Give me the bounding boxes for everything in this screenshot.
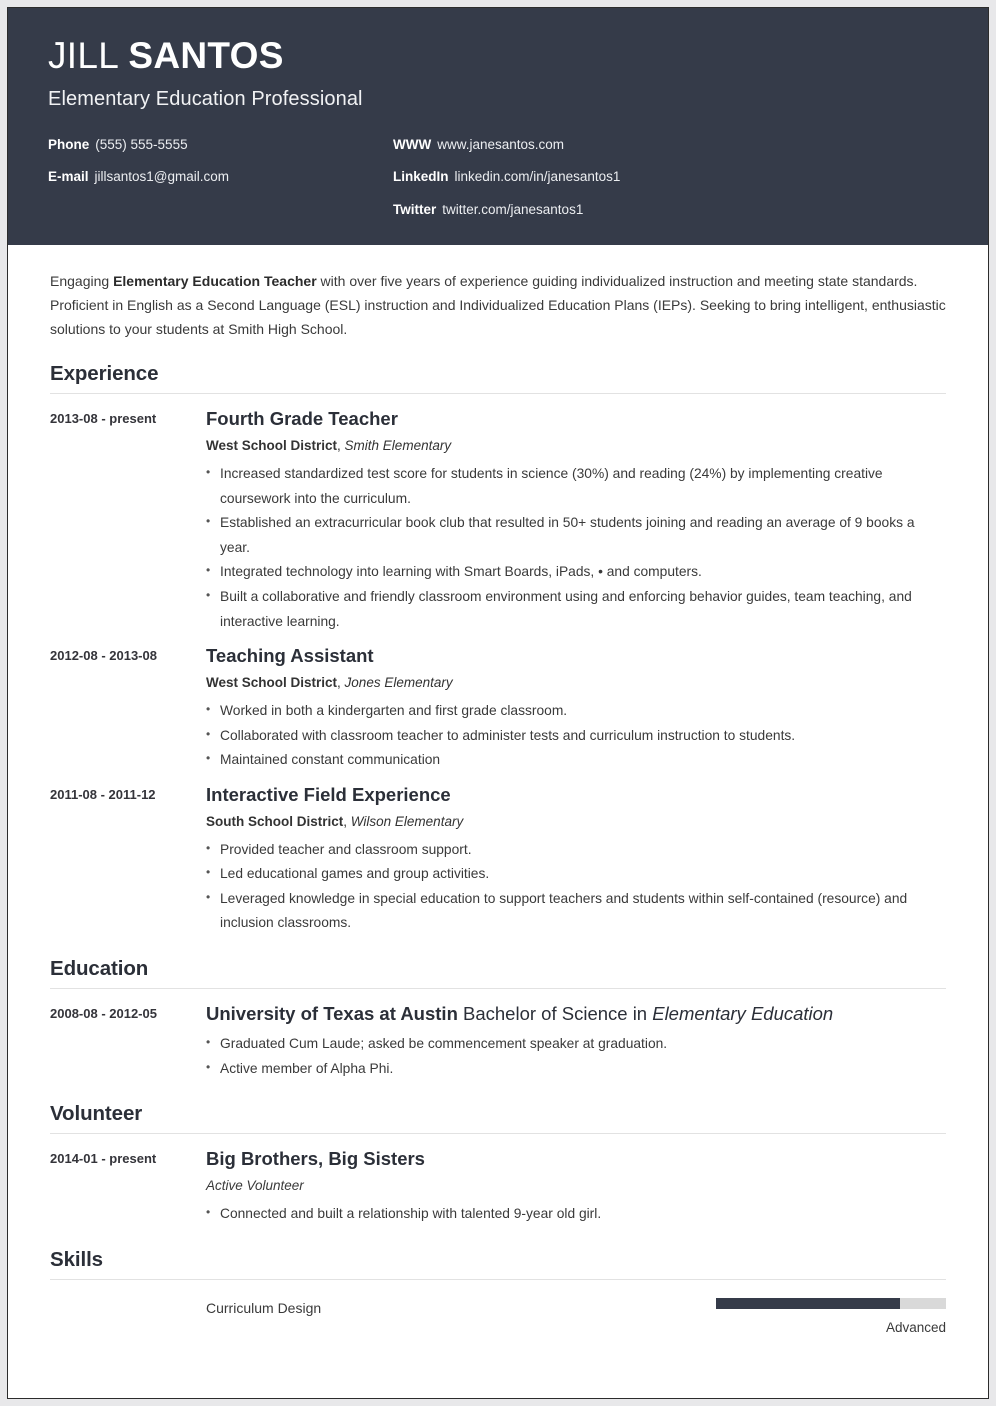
entry-dates: 2012-08 - 2013-08 [50, 648, 157, 664]
contact-linkedin [393, 170, 948, 184]
contact-www-label: WWW [393, 136, 432, 152]
skill-name: Curriculum Design [206, 1299, 322, 1316]
section-divider [50, 1133, 946, 1134]
section-title-skills: Skills [50, 1247, 103, 1271]
bullet-item: • Established an extracurricular book club that resulted in 50+ students joining and reading an average of 9 books a year. [206, 511, 946, 560]
bullet-item: • Active member of Alpha Phi. [206, 1057, 946, 1082]
section-title-experience: Experience [50, 362, 159, 386]
experience-entry [50, 407, 946, 634]
section-divider [50, 393, 946, 394]
bullet-item: • Led educational games and group activities. [206, 862, 946, 887]
candidate-name [48, 34, 948, 78]
entry-org-name: West School District [206, 438, 338, 454]
entry-dates: 2011-08 - 2011-12 [50, 786, 156, 802]
skill-meter [716, 1298, 946, 1335]
skill-level-label: Advanced [885, 1319, 946, 1335]
contact-column-right [393, 138, 948, 217]
section-divider [50, 1279, 946, 1280]
entry-job-title: Teaching Assistant [206, 645, 374, 667]
bullet-item: • Collaborated with classroom teacher to administer tests and curriculum instruction to students. [206, 724, 946, 749]
entry-org-place: Wilson Elementary [350, 813, 464, 829]
contact-email [48, 170, 393, 184]
entry-dates: 2008-08 - 2012-05 [50, 1005, 157, 1021]
contact-email-value[interactable]: jillsantos1@gmail.com [94, 169, 230, 185]
contact-column-left [48, 138, 393, 217]
skill-progress-fill [716, 1298, 900, 1309]
experience-entry [50, 783, 946, 936]
entry-bullets [206, 462, 946, 634]
entry-bullets [206, 1202, 946, 1227]
contact-linkedin-value[interactable]: linkedin.com/in/janesantos1 [454, 169, 621, 185]
bullet-item: • Maintained constant communication [206, 748, 946, 773]
volunteer-entry [50, 1147, 946, 1227]
section-divider [50, 988, 946, 989]
section-experience [50, 362, 946, 936]
bullet-item: • Leveraged knowledge in special education to support teachers and students within self-contained (resource) and inclusion classrooms. [206, 887, 946, 936]
entry-organization [206, 813, 946, 832]
entry-dates: 2014-01 - present [50, 1151, 157, 1167]
contact-twitter [393, 203, 948, 217]
contact-grid [48, 138, 948, 217]
entry-degree: Bachelor of Science in [457, 1002, 653, 1024]
entry-role: Active Volunteer [206, 1178, 304, 1194]
experience-entry [50, 644, 946, 773]
contact-phone-value: (555) 555-5555 [95, 136, 188, 152]
bullet-item: • Integrated technology into learning with Smart Boards, iPads, • and computers. [206, 560, 946, 585]
education-entry [50, 1002, 946, 1081]
entry-org-separator: , [337, 675, 345, 691]
skill-progress-track [716, 1298, 946, 1309]
summary-part-1: Engaging [50, 273, 114, 289]
entry-school-line [206, 1002, 946, 1025]
entry-org-separator: , [337, 438, 345, 454]
entry-organization [206, 674, 946, 693]
entry-bullets [206, 838, 946, 936]
entry-job-title: Interactive Field Experience [206, 783, 451, 805]
summary-highlight: Elementary Education Teacher [113, 273, 317, 289]
bullet-item: • Worked in both a kindergarten and first grade classroom. [206, 699, 946, 724]
entry-dates: 2013-08 - present [50, 411, 157, 427]
first-name: JILL [48, 35, 118, 76]
entry-bullets [206, 1032, 946, 1081]
entry-organization [206, 437, 946, 456]
bullet-item: • Provided teacher and classroom support. [206, 838, 946, 863]
bullet-item: • Increased standardized test score for students in science (30%) and reading (24%) by implementing creative coursework into the curriculum. [206, 462, 946, 511]
entry-org-separator: , [343, 813, 351, 829]
section-education [50, 957, 946, 1081]
entry-main [206, 783, 946, 936]
contact-phone [48, 138, 393, 152]
contact-www-value[interactable]: www.janesantos.com [437, 136, 565, 152]
candidate-tagline: Elementary Education Professional [48, 87, 363, 110]
entry-main [206, 1147, 946, 1227]
entry-org-name: West School District [206, 675, 338, 691]
entry-org-title: Big Brothers, Big Sisters [206, 1148, 425, 1170]
entry-org-place: Jones Elementary [344, 675, 453, 691]
section-volunteer [50, 1102, 946, 1227]
summary-part-2: with over five years of experience guiding individualized instruction and meeting state standards. Proficient in English as a Second Language (ESL) instruction and Individualized Education Plans (IEPs). Seeking to bring intelligent, enthusiastic solutions to your students at Smith High School. [50, 273, 946, 338]
contact-twitter-value[interactable]: twitter.com/janesantos1 [442, 201, 584, 217]
skill-row [50, 1293, 946, 1335]
bullet-item: • Connected and built a relationship with talented 9-year old girl. [206, 1202, 946, 1227]
section-title-education: Education [50, 956, 149, 980]
section-title-volunteer: Volunteer [50, 1102, 143, 1126]
entry-field-of-study: Elementary Education [652, 1002, 834, 1024]
section-skills [50, 1248, 946, 1335]
contact-phone-label: Phone [48, 136, 90, 152]
entry-main [206, 644, 946, 773]
entry-job-title: Fourth Grade Teacher [206, 408, 398, 430]
resume-page [7, 7, 989, 1399]
entry-main [206, 407, 946, 634]
contact-www [393, 138, 948, 152]
professional-summary [50, 245, 946, 341]
last-name: SANTOS [128, 35, 284, 76]
entry-bullets [206, 699, 946, 773]
entry-org-name: South School District [206, 813, 344, 829]
entry-main [206, 1002, 946, 1081]
contact-linkedin-label: LinkedIn [393, 169, 449, 185]
bullet-item: • Built a collaborative and friendly classroom environment using and enforcing behavior guides, team teaching, and interactive learning. [206, 585, 946, 634]
bullet-item: • Graduated Cum Laude; asked be commencement speaker at graduation. [206, 1032, 946, 1057]
entry-school-name: University of Texas at Austin [206, 1002, 458, 1024]
resume-header [8, 8, 988, 245]
contact-email-label: E-mail [48, 169, 89, 185]
resume-body [8, 245, 988, 1335]
entry-org-place: Smith Elementary [344, 438, 452, 454]
contact-twitter-label: Twitter [393, 201, 437, 217]
